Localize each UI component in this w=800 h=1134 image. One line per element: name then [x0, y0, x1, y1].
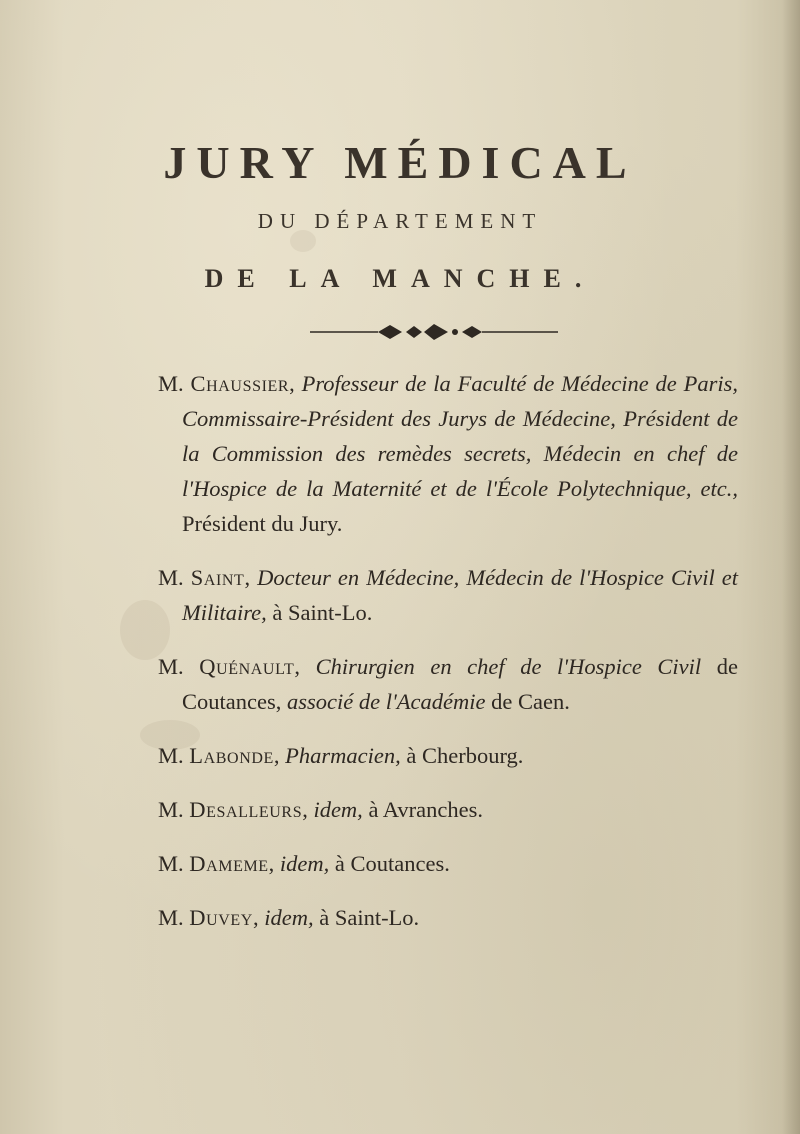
separator: ,: [252, 905, 265, 930]
separator: ,: [294, 654, 316, 679]
list-item: [158, 560, 738, 630]
title-prefix: M.: [158, 565, 184, 590]
title-prefix: M.: [158, 654, 184, 679]
subtitle-department: DU DÉPARTEMENT: [257, 209, 543, 233]
page-title: JURY MÉDICAL: [163, 137, 637, 188]
member-location: à Saint-Lo.: [313, 905, 420, 930]
title-prefix: M.: [158, 851, 184, 876]
member-location: à Avranches.: [362, 797, 483, 822]
member-role: idem,: [313, 797, 363, 822]
decorative-rule-icon: [310, 318, 558, 346]
jury-members-list: [158, 366, 738, 954]
title-prefix: M.: [158, 743, 184, 768]
member-role: Docteur en Médecine, Médecin de l'Hospice Civil et Militaire,: [182, 565, 739, 625]
title-prefix: M.: [158, 797, 184, 822]
member-location: à Saint-Lo.: [266, 600, 373, 625]
member-name: Chaussier: [190, 371, 290, 396]
member-location: à Coutances.: [329, 851, 450, 876]
separator: ,: [268, 851, 280, 876]
list-item: [158, 792, 738, 827]
title-prefix: M.: [158, 905, 184, 930]
title-prefix: M.: [158, 371, 184, 396]
member-location: à Cherbourg.: [400, 743, 524, 768]
list-item: [158, 366, 738, 541]
list-item: [158, 900, 738, 935]
member-name: Saint: [190, 565, 245, 590]
member-location: de Coutances,: [182, 654, 738, 714]
member-name: Quénault: [199, 654, 295, 679]
separator: ,: [289, 371, 302, 396]
list-item: [158, 649, 738, 719]
member-name: Dameme: [189, 851, 269, 876]
member-role: Chirurgien en chef de l'Hospice Civil: [315, 654, 702, 679]
separator: ,: [302, 797, 314, 822]
member-name: Duvey: [189, 905, 253, 930]
member-role: idem,: [279, 851, 330, 876]
separator: ,: [273, 743, 286, 768]
member-role: Professeur de la Faculté de Médecine de Paris, Commissaire-Président des Jurys de Médecine, Président de la Commission des remèdes secrets, Médecin en chef de l'Hospice de la Maternité et de l'École Polytechnique, etc.,: [182, 371, 739, 501]
list-item: [158, 846, 738, 881]
list-item: [158, 738, 738, 773]
member-name: Desalleurs: [189, 797, 303, 822]
separator: ,: [244, 565, 258, 590]
subtitle-manche: DE LA MANCHE.: [204, 264, 596, 293]
member-affiliation: associé de l'Académie: [281, 689, 486, 714]
member-location: Président du Jury.: [182, 511, 343, 536]
member-name: Labonde: [189, 743, 274, 768]
member-role: Pharmacien,: [285, 743, 401, 768]
member-role: idem,: [264, 905, 314, 930]
member-affiliation-place: de Caen.: [485, 689, 570, 714]
